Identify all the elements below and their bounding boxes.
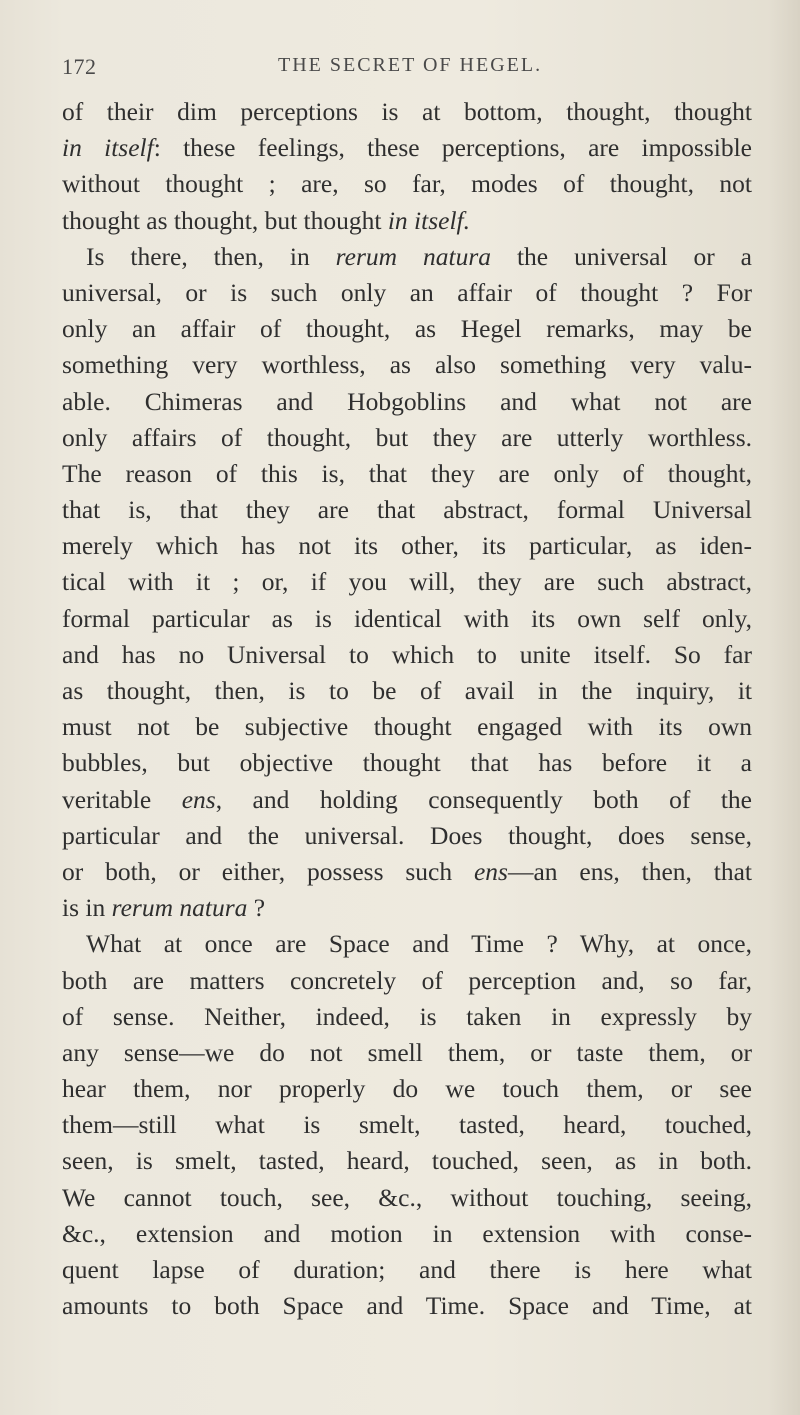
text-span: thought as thought, but thought	[62, 205, 388, 235]
text-span: We cannot touch, see, &c., without touching, seeing,	[62, 1182, 752, 1212]
text-span: must not be subjective thought engaged with its own	[62, 712, 752, 742]
italic-text: in itself.	[387, 205, 471, 235]
text-line	[62, 420, 752, 456]
text-line	[62, 1216, 752, 1252]
text-span: able. Chimeras and Hobgoblins and what not are	[62, 386, 752, 416]
text-span: amounts to both Space and Time. Space and Time, at	[62, 1291, 752, 1321]
text-span: merely which has not its other, its particular, as iden-	[62, 531, 752, 561]
text-line	[62, 564, 752, 600]
text-span: ?	[247, 893, 266, 923]
text-span: without thought ; are, so far, modes of thought, not	[62, 169, 752, 199]
text-line	[62, 926, 752, 962]
running-head: THE SECRET OF HEGEL.	[278, 54, 543, 76]
text-line	[62, 601, 752, 637]
page-header	[62, 50, 752, 90]
text-span: of sense. Neither, indeed, is taken in expressly by	[62, 1001, 752, 1031]
text-span: and has no Universal to which to unite itself. So far	[62, 639, 752, 669]
page-number: 172	[62, 54, 97, 79]
text-line	[62, 673, 752, 709]
text-span: quent lapse of duration; and there is here what	[62, 1255, 752, 1284]
text-span: , and holding consequently both of the	[215, 784, 752, 814]
text-line	[62, 637, 752, 673]
text-line	[62, 963, 752, 999]
text-line	[62, 275, 752, 311]
text-line	[62, 1107, 752, 1143]
text-span: or both, or either, possess such	[62, 856, 474, 886]
text-line	[62, 130, 752, 166]
text-line	[62, 94, 752, 130]
text-span: —an ens, then, that	[507, 856, 752, 886]
text-span: hear them, nor properly do we touch them, or see	[62, 1074, 752, 1104]
text-span: is in	[62, 893, 112, 923]
text-line	[62, 854, 752, 890]
text-line	[62, 782, 752, 818]
italic-text: rerum natura	[111, 893, 248, 923]
text-span: tical with it ; or, if you will, they are such abstract,	[62, 567, 752, 597]
text-line	[62, 1180, 752, 1216]
body-text	[62, 94, 752, 1324]
text-span: both are matters concretely of perception and, so far,	[62, 965, 752, 995]
text-span: formal particular as is identical with its own self only,	[62, 603, 752, 633]
italic-text: rerum natura	[335, 241, 492, 271]
text-span: The reason of this is, that they are only of thought,	[62, 458, 752, 488]
text-line	[62, 709, 752, 745]
italic-text: ens	[181, 784, 216, 814]
text-span: : these feelings, these perceptions, are impossible	[153, 133, 752, 163]
text-line	[62, 492, 752, 528]
text-line	[62, 890, 752, 926]
text-line	[62, 999, 752, 1035]
text-span: bubbles, but objective thought that has before it a	[62, 748, 752, 778]
text-line	[62, 384, 752, 420]
text-span: any sense—we do not smell them, or taste them, or	[62, 1037, 752, 1067]
text-line	[62, 239, 752, 275]
text-line	[62, 1252, 752, 1288]
text-span: them—still what is smelt, tasted, heard, touched,	[62, 1110, 752, 1140]
text-span: seen, is smelt, tasted, heard, touched, seen, as in both.	[62, 1146, 752, 1176]
text-span: particular and the universal. Does thought, does sense,	[62, 820, 752, 850]
italic-text: ens	[473, 856, 508, 886]
text-span: as thought, then, is to be of avail in the inquiry, it	[62, 676, 752, 705]
text-line	[62, 818, 752, 854]
text-span: veritable	[62, 784, 182, 814]
text-line	[62, 203, 752, 239]
text-line	[62, 1035, 752, 1071]
text-span: Is there, then, in	[86, 241, 336, 271]
italic-text: in itself	[62, 133, 154, 163]
text-span: the universal or a	[491, 241, 752, 271]
text-line	[62, 347, 752, 383]
text-span: universal, or is such only an affair of thought ? For	[62, 277, 752, 307]
text-span: &c., extension and motion in extension with conse-	[62, 1218, 752, 1248]
text-line	[62, 1143, 752, 1179]
text-span: of their dim perceptions is at bottom, thought, thought	[62, 97, 752, 126]
text-span: that is, that they are that abstract, formal Universal	[62, 495, 752, 525]
text-span: something very worthless, as also something very valu-	[62, 350, 752, 380]
text-span: only affairs of thought, but they are utterly worthless.	[62, 422, 752, 452]
text-span: What at once are Space and Time ? Why, at once,	[86, 929, 752, 959]
text-line	[62, 311, 752, 347]
text-line	[62, 528, 752, 564]
text-line	[62, 1071, 752, 1107]
text-line	[62, 1288, 752, 1324]
text-span: only an affair of thought, as Hegel remarks, may be	[62, 314, 752, 344]
text-line	[62, 456, 752, 492]
text-line	[62, 166, 752, 202]
text-line	[62, 745, 752, 781]
